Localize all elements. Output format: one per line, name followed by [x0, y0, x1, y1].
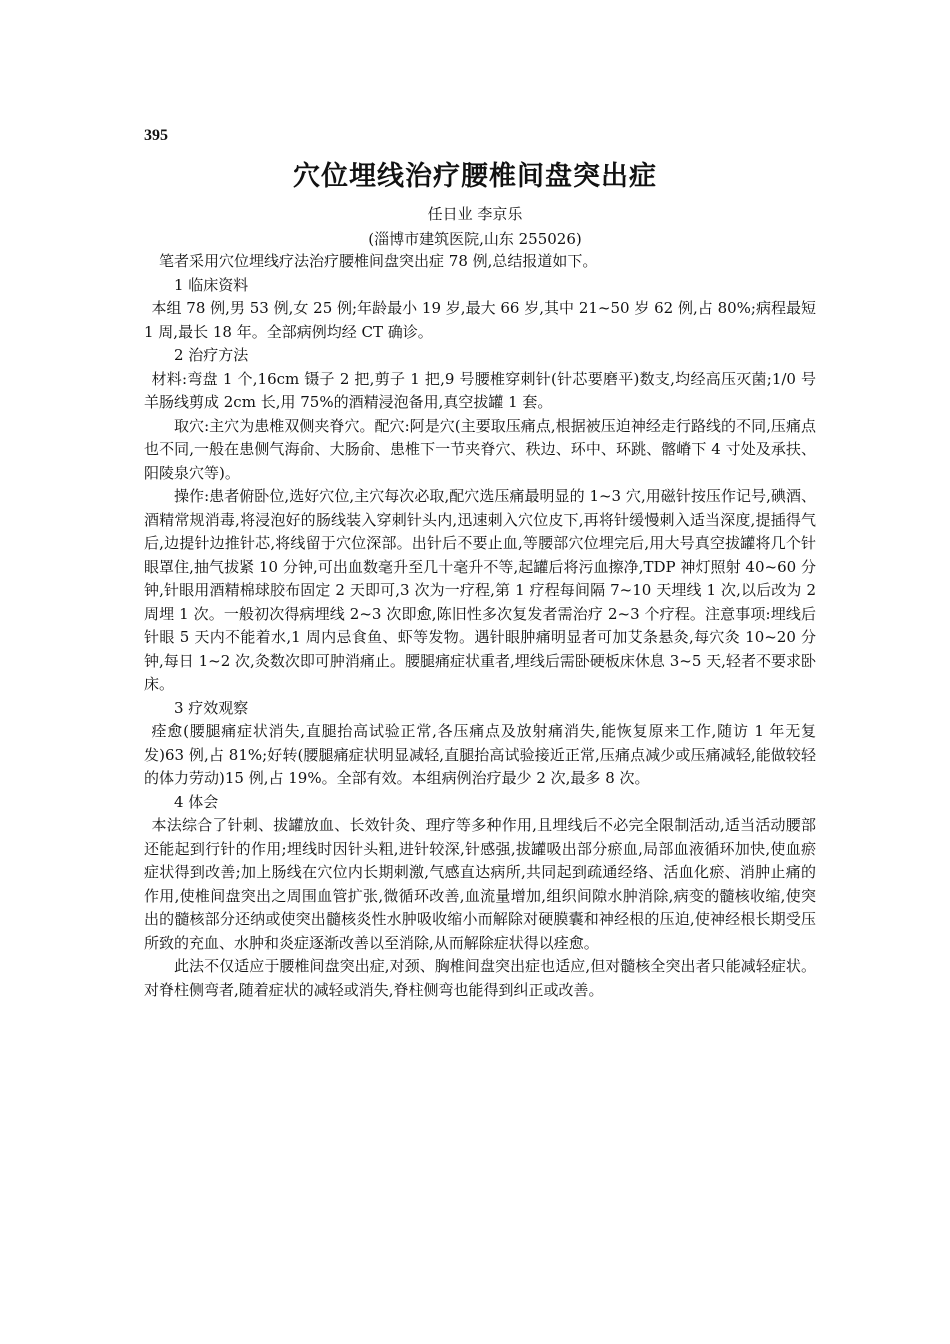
page-number: 395	[144, 127, 168, 144]
article-body	[144, 250, 816, 1002]
paragraph-outcome-1: 痊愈(腰腿痛症状消失,直腿抬高试验正常,各压痛点及放射痛消失,能恢复原来工作,随访 1 年无复发)63 例,占 81%;好转(腰腿痛症状明显减轻,直腿抬高试验接近正常,压痛点减少或压痛减轻,能做较轻的体力劳动)15 例,占 19%。全部有效。本组病例治疗最少 2 次,最多 8 次。	[144, 722, 816, 787]
paragraph-treatment-acupoints: 取穴:主穴为患椎双侧夹脊穴。配穴:阿是穴(主要取压痛点,根据被压迫神经走行路线的不同,压痛点也不同,一般在患侧气海俞、大肠俞、患椎下一节夹脊穴、秩边、环中、环跳、髂嵴下 4 寸处及承扶、阳陵泉穴等)。	[144, 416, 816, 482]
section-heading-clinical: 1 临床资料	[174, 275, 249, 294]
paragraph-treatment-materials: 材料:弯盘 1 个,16cm 镊子 2 把,剪子 1 把,9 号腰椎穿刺针(针芯要磨平)数支,均经高压灭菌;1/0 号羊肠线剪成 2cm 长,用 75%的酒精浸泡备用,真空拔罐 1 套。	[144, 369, 816, 411]
section-heading-discussion: 4 体会	[174, 792, 219, 811]
paragraph-discussion-1: 本法综合了针刺、拔罐放血、长效针灸、理疗等多种作用,且埋线后不必完全限制活动,适当活动腰部还能起到行针的作用;埋线时因针头粗,进针较深,针感强,拔罐吸出部分瘀血,局部血液循环加快,使血瘀症状得到改善;加上肠线在穴位内长期刺激,气感直达病所,共同起到疏通经络、活血化瘀、消肿止痛的作用,使椎间盘突出之周围血管扩张,微循环改善,血流量增加,组织间隙水肿消除,病变的髓核收缩,使突出的髓核部分还纳或使突出髓核炎性水肿吸收缩小而解除对硬膜囊和神经根的压迫,使神经根长期受压所致的充血、水肿和炎症逐渐改善以至消除,从而解除症状得以痊愈。	[144, 816, 816, 952]
section-heading-outcome: 3 疗效观察	[174, 698, 249, 717]
article-title: 穴位埋线治疗腰椎间盘突出症	[293, 161, 657, 192]
paragraph-treatment-procedure: 操作:患者俯卧位,选好穴位,主穴每次必取,配穴选压痛最明显的 1~3 穴,用磁针按压作记号,碘酒、酒精常规消毒,将浸泡好的肠线装入穿刺针头内,迅速刺入穴位皮下,再将针缓慢刺入适当深度,提插得气后,边提针边推针芯,将线留于穴位深部。出针后不要止血,等腰部穴位埋完后,用大号真空拔罐将几个针眼罩住,抽气拔紧 10 分钟,可出血数毫升至几十毫升不等,起罐后将污血擦净,TDP 神灯照射 40~60 分钟,针眼用酒精棉球胶布固定 2 天即可,3 次为一疗程,第 1 疗程每间隔 7~10 天埋线 1 次,以后改为 2 周埋 1 次。一般初次得病埋线 2~3 次即愈,陈旧性多次复发者需治疗 2~3 个疗程。注意事项:埋线后针眼 5 天内不能着水,1 周内忌食鱼、虾等发物。遇针眼肿痛明显者可加艾条悬灸,每穴灸 10~20 分钟,每日 1~2 次,灸数次即可肿消痛止。腰腿痛症状重者,埋线后需卧硬板床休息 3~5 天,轻者不要求卧床。	[144, 487, 816, 693]
article-authors: 任日业 李京乐	[427, 205, 523, 223]
author-affiliation: (淄博市建筑医院,山东 255026)	[368, 230, 582, 248]
intro-paragraph: 笔者采用穴位埋线疗法治疗腰椎间盘突出症 78 例,总结报道如下。	[159, 252, 598, 270]
paragraph-clinical-1: 本组 78 例,男 53 例,女 25 例;年龄最小 19 岁,最大 66 岁,其中 21~50 岁 62 例,占 80%;病程最短 1 周,最长 18 年。全部病例均经 CT 确诊。	[144, 299, 816, 341]
paragraph-discussion-2: 此法不仅适应于腰椎间盘突出症,对颈、胸椎间盘突出症也适应,但对髓核全突出者只能减轻症状。对脊柱侧弯者,随着症状的减轻或消失,脊柱侧弯也能得到纠正或改善。	[144, 957, 816, 999]
section-heading-treatment: 2 治疗方法	[174, 346, 249, 364]
